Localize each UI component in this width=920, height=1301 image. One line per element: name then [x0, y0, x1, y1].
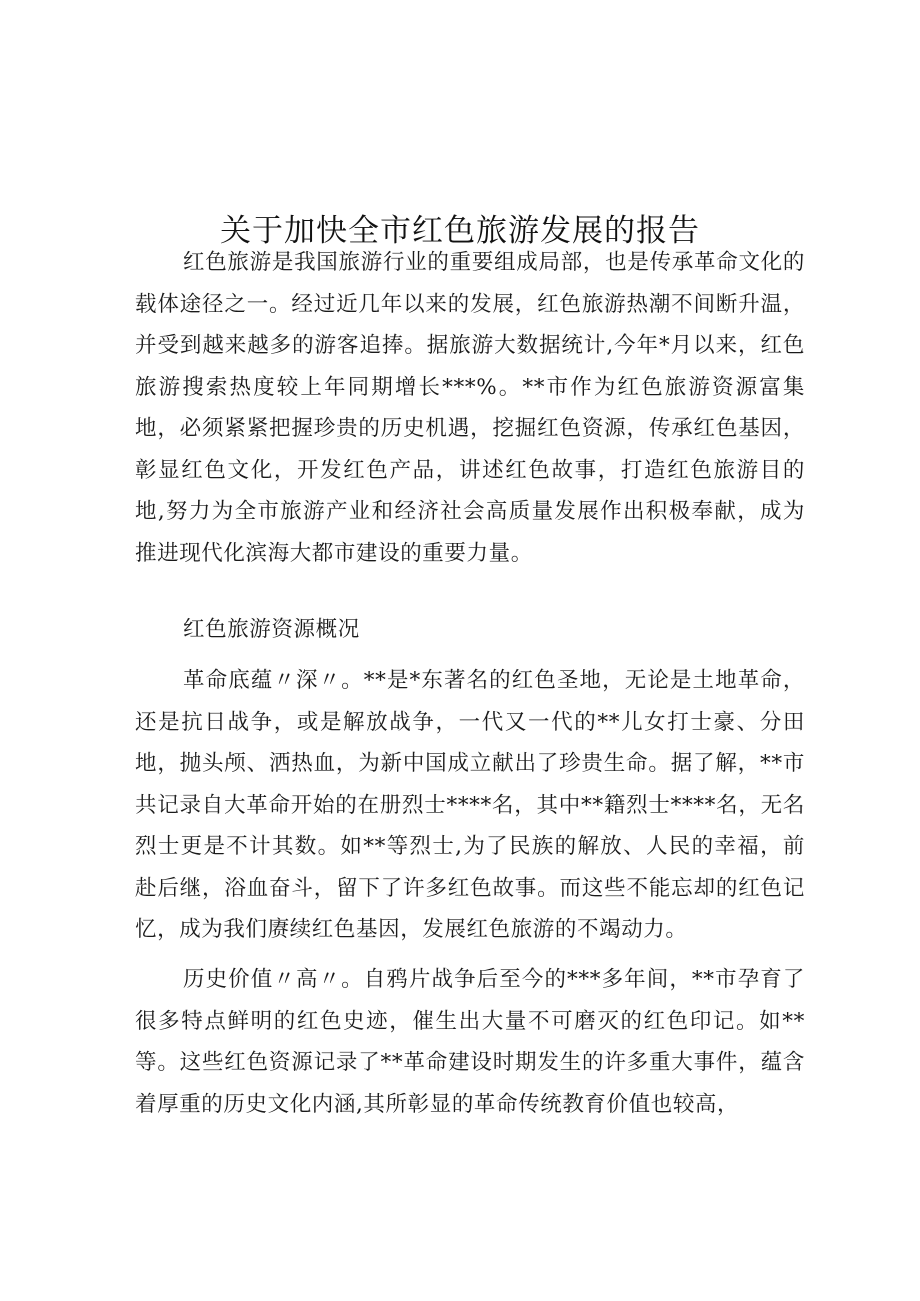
document-title: 关于加快全市红色旅游发展的报告 — [220, 213, 700, 249]
section-heading: 红色旅游资源概况 — [183, 617, 360, 642]
paragraph-revolutionary-heritage: 革命底蕴〃深〃。**是*东著名的红色圣地，无论是土地革命，还是抗日战争，或是解放战争，一代又一代的**儿女打士豪、分田地，抛头颅、洒热血，为新中国成立献出了珍贵生命。据了解，**市共记录自大革命开始的在册烈士****名，其中**籍烈士****名，无名烈士更是不计其数。如**等烈士,为了民族的解放、人民的幸福，前赴后继，浴血奋斗，留下了许多红色故事。而这些不能忘却的红色记忆，成为我们赓续红色基因，发展红色旅游的不竭动力。 — [135, 668, 805, 942]
paragraph-historical-value: 历史价值〃高〃。自鸦片战争后至今的***多年间，**市孕育了很多特点鲜明的红色史迹，催生出大量不可磨灭的红色印记。如**等。这些红色资源记录了**革命建设时期发生的许多重大事件，蕴含着厚重的历史文化内涵,其所彰显的革命传统教育价值也较高， — [135, 967, 805, 1117]
paragraph-intro: 红色旅游是我国旅游行业的重要组成局部，也是传承革命文化的载体途径之一。经过近几年以来的发展，红色旅游热潮不间断升温，并受到越来越多的游客追捧。据旅游大数据统计,今年*月以来，红色旅游搜索热度较上年同期增长***%。**市作为红色旅游资源富集地，必须紧紧把握珍贵的历史机遇，挖掘红色资源，传承红色基因，彰显红色文化，开发红色产品，讲述红色故事，打造红色旅游目的地,努力为全市旅游产业和经济社会高质量发展作出积极奉献，成为推进现代化滨海大都市建设的重要力量。 — [135, 250, 805, 566]
